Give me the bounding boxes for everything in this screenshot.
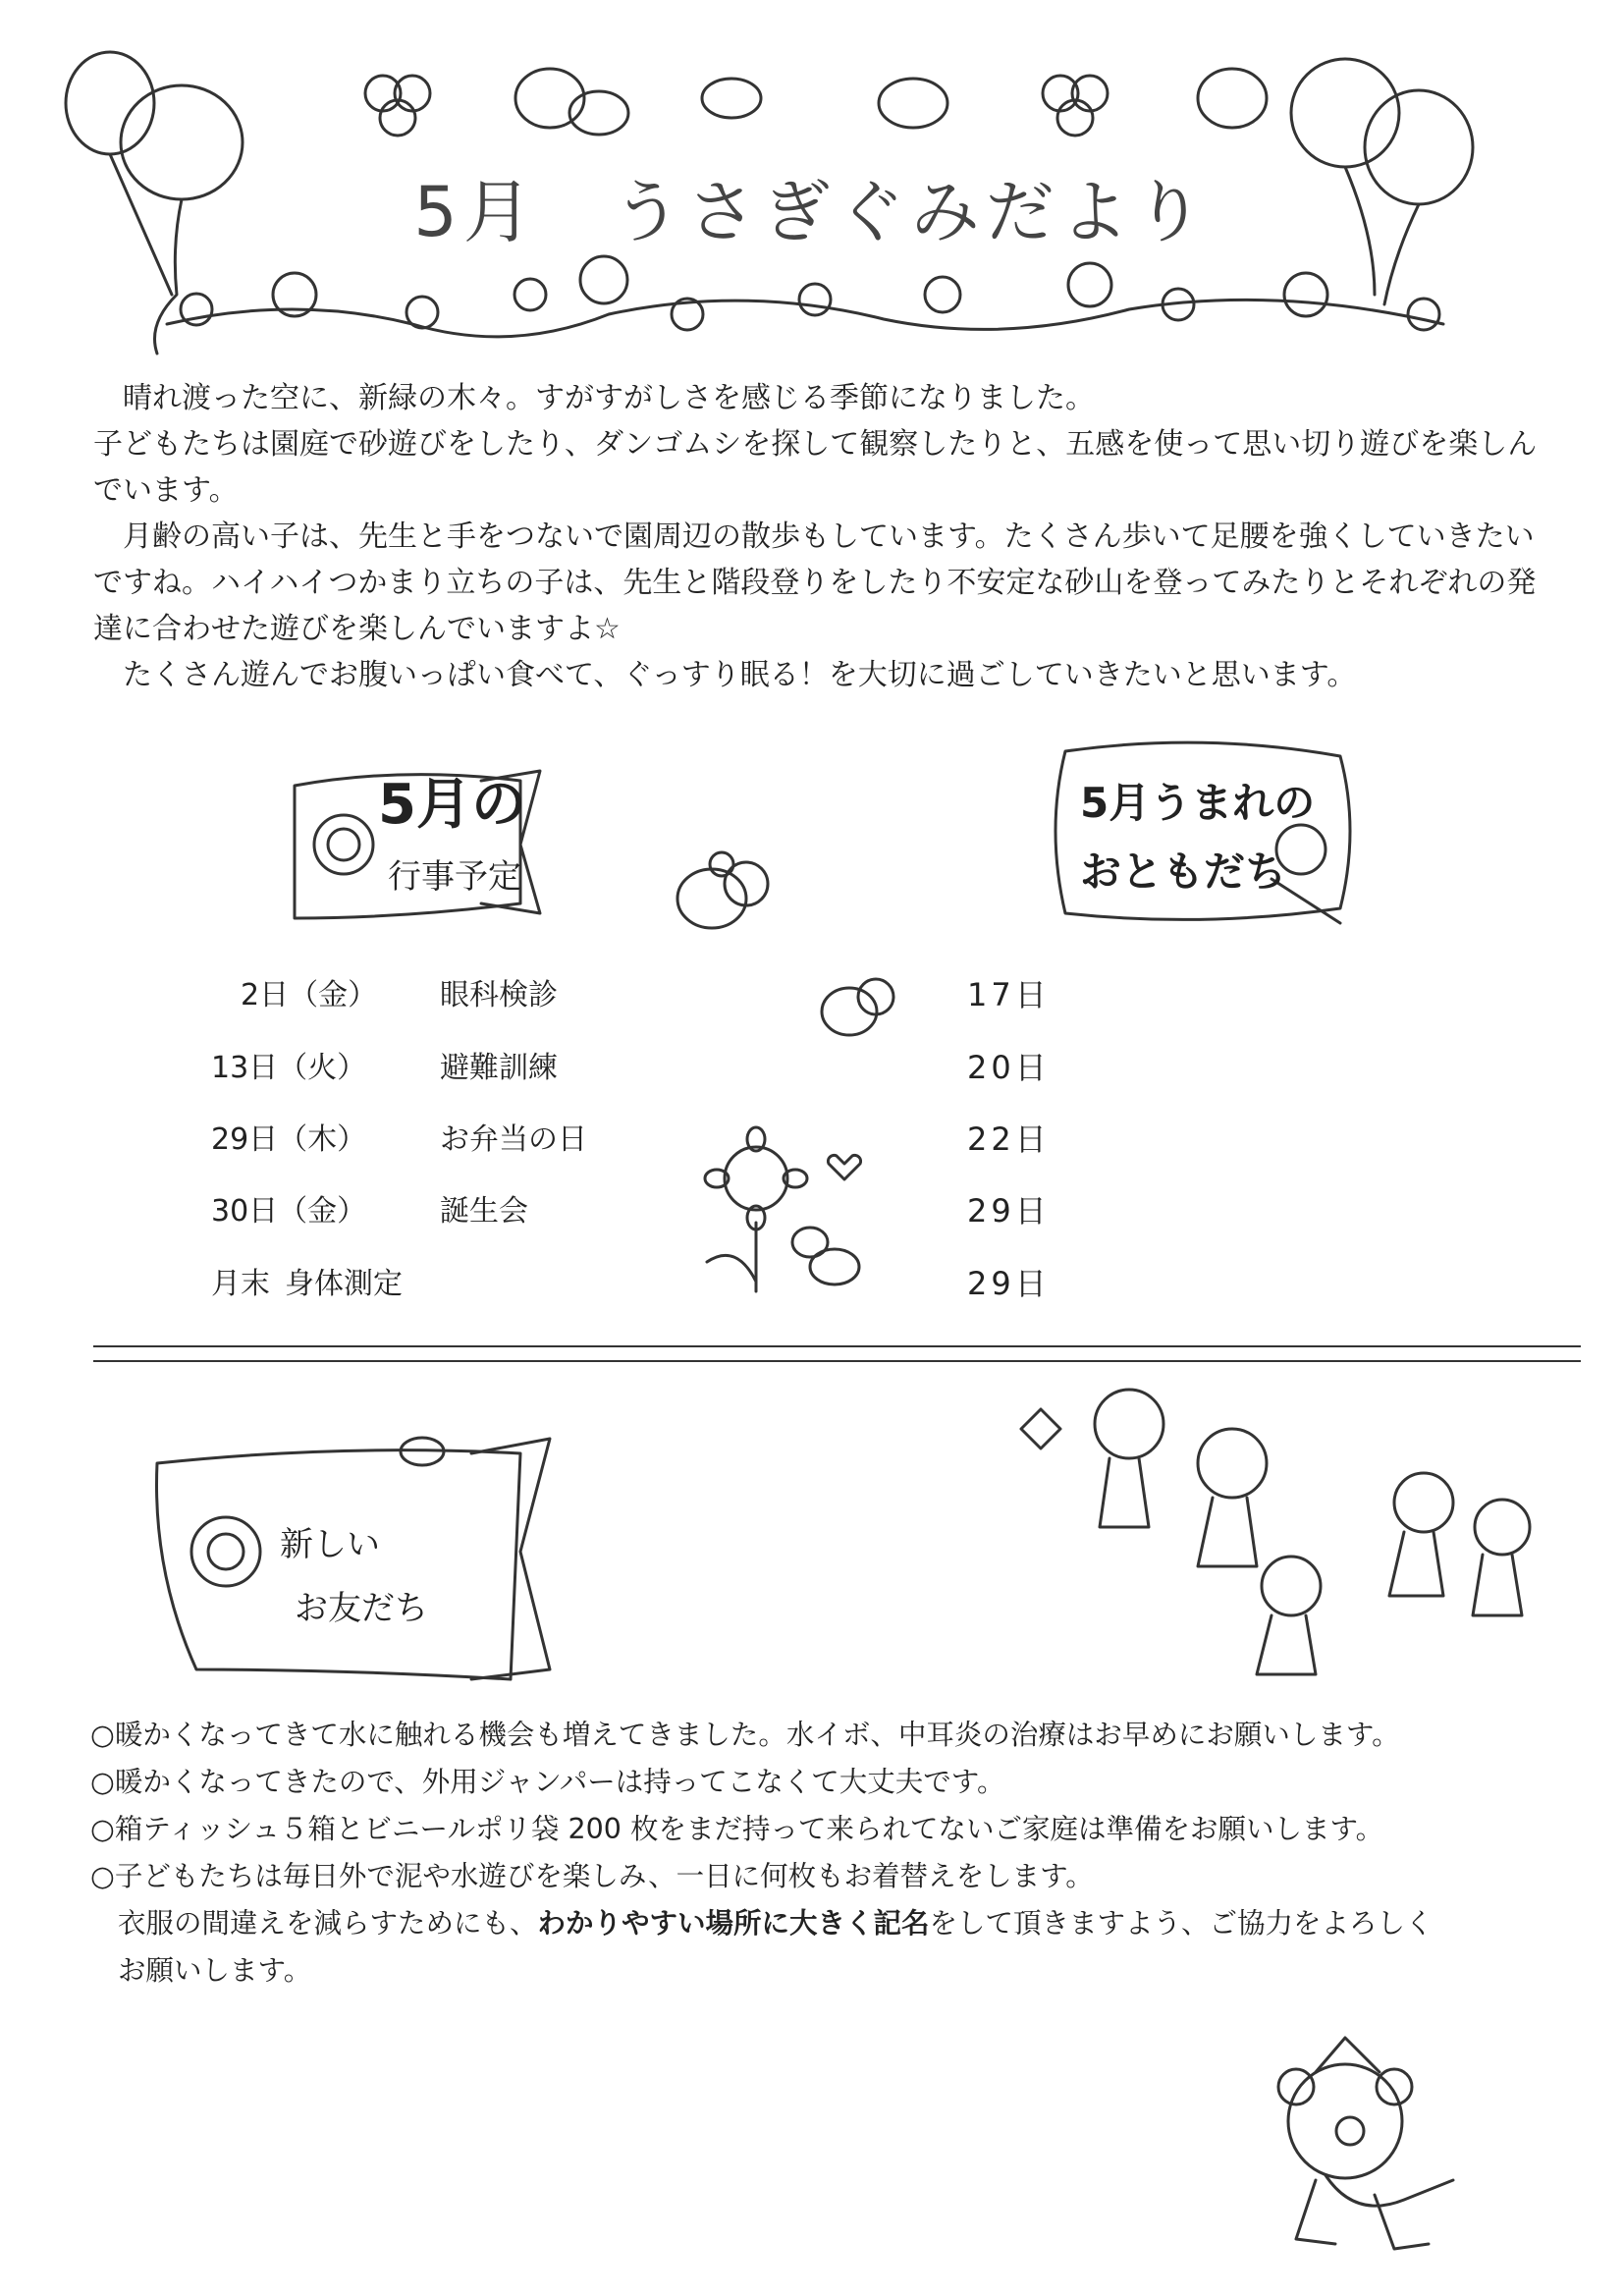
page-title: 5月 うさぎぐみだより bbox=[413, 172, 1210, 252]
note-continuation: お願いします。 bbox=[118, 1954, 312, 1987]
new-friends-line2: お友だち bbox=[295, 1589, 428, 1628]
divider bbox=[93, 1345, 1581, 1347]
note-item: ○暖かくなってきたので、外用ジャンパーは持ってこなくて大丈夫です。 bbox=[90, 1766, 1005, 1798]
new-friends-line1: 新しい bbox=[280, 1525, 380, 1564]
divider bbox=[93, 1360, 1581, 1362]
note-text: 衣服の間違えを減らすためにも、 bbox=[118, 1907, 538, 1940]
event-name: 身体測定 bbox=[285, 1267, 403, 1301]
events-subheading: 行事予定 bbox=[388, 857, 521, 897]
children-running-illustration bbox=[1011, 1380, 1561, 1684]
note-item: ○暖かくなってきて水に触れる機会も増えてきました。水イボ、中耳炎の治療はお早めにお願いします。 bbox=[90, 1719, 1400, 1751]
ladybug-icon bbox=[815, 967, 903, 1066]
intro-paragraph: 晴れ渡った空に、新緑の木々。すがすがしさを感じる季節になりました。 bbox=[123, 381, 1095, 415]
carp-streamer-illustration bbox=[147, 1434, 560, 1699]
birthdays-subheading: おともだち bbox=[1080, 847, 1287, 896]
birthdays-heading: 5月うまれの bbox=[1080, 779, 1316, 827]
birthday-date: 20日 bbox=[967, 1049, 1051, 1086]
bear-mascot-illustration bbox=[1257, 2033, 1483, 2259]
intro-paragraph: 月齢の高い子は、先生と手をつないで園周辺の散歩もしています。たくさん歩いて足腰を強くしていきたいですね。ハイハイつかまり立ちの子は、先生と階段登りをしたり不安定な砂山を登ってみたりとそれぞれの発達に合わせた遊びを楽しんでいますよ☆ bbox=[93, 519, 1537, 646]
birthday-date: 17日 bbox=[967, 976, 1051, 1013]
event-name: 誕生会 bbox=[440, 1194, 528, 1229]
events-heading: 5月の bbox=[378, 773, 526, 837]
note-item: ○箱ティッシュ５箱とビニールポリ袋 200 枚をまだ持って来られてないご家庭は準備をお願いします。 bbox=[90, 1813, 1384, 1845]
intro-text bbox=[93, 375, 1546, 698]
event-date: 30日（金） bbox=[211, 1194, 367, 1229]
notes bbox=[90, 1712, 1583, 1995]
event-date: 29日（木） bbox=[211, 1122, 367, 1157]
event-name: 眼科検診 bbox=[440, 978, 558, 1012]
note-item: ○子どもたちは毎日外で泥や水遊びを楽しみ、一日に何枚もお着替えをします。 bbox=[90, 1860, 1094, 1892]
note-continuation bbox=[90, 1900, 1583, 1947]
birthday-date: 22日 bbox=[967, 1121, 1051, 1158]
event-name: お弁当の日 bbox=[440, 1122, 587, 1157]
intro-paragraph: たくさん遊んでお腹いっぱい食べて、ぐっすり眠る！を大切に過ごしていきたいと思います。 bbox=[123, 658, 1357, 692]
ladybug-icon bbox=[668, 845, 776, 943]
note-text: をして頂きますよう、ご協力をよろしく bbox=[929, 1907, 1434, 1940]
sunflower-ant-illustration bbox=[687, 1134, 884, 1311]
event-name: 避難訓練 bbox=[440, 1051, 558, 1085]
birthday-date: 29日 bbox=[967, 1192, 1051, 1230]
event-date: 月末 bbox=[211, 1267, 270, 1301]
note-emphasis: わかりやすい場所に大きく記名 bbox=[537, 1907, 930, 1940]
intro-paragraph: 子どもたちは園庭で砂遊びをしたり、ダンゴムシを探して観察したりと、五感を使って思い切り遊びを楽しんでいます。 bbox=[93, 427, 1538, 508]
birthday-frame-illustration bbox=[1046, 732, 1360, 928]
birthday-date: 29日 bbox=[967, 1265, 1051, 1302]
event-date: 13日（火） bbox=[211, 1051, 367, 1085]
event-date: 2日（金） bbox=[241, 978, 378, 1012]
